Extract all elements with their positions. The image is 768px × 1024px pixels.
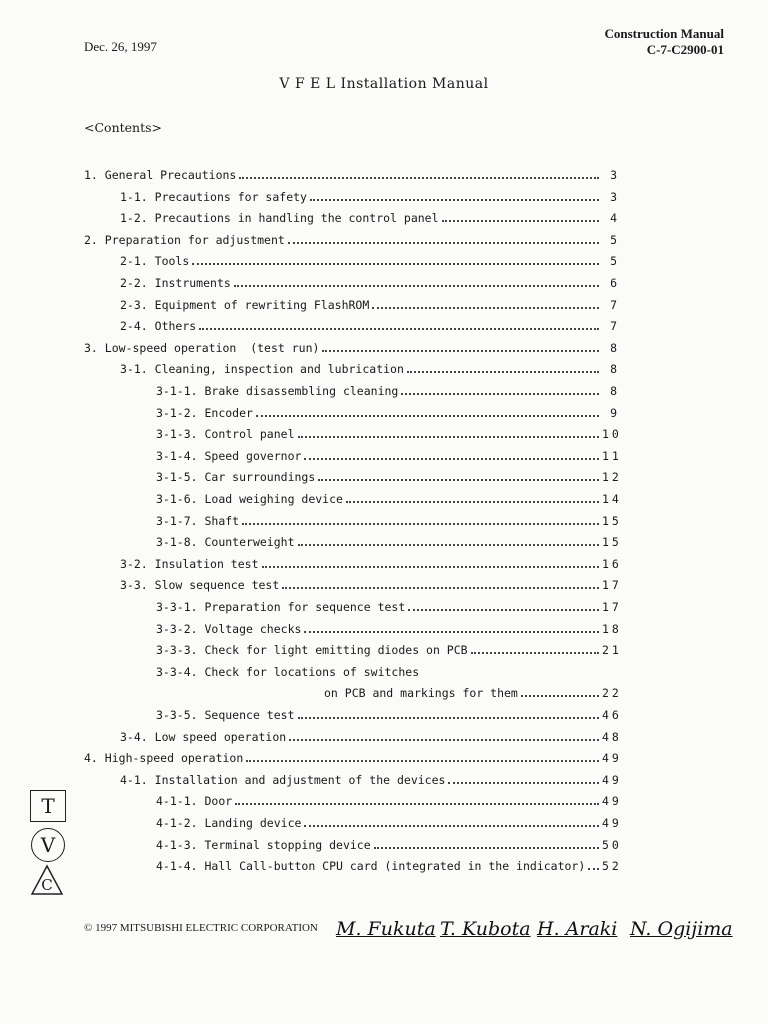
toc-entry <box>84 745 620 765</box>
toc-entry-label: Car surroundings <box>204 470 316 485</box>
copyright-notice: © 1997 MITSUBISHI ELECTRIC CORPORATION <box>84 922 318 934</box>
toc-entry-number: 3-3-4. <box>156 664 198 679</box>
toc-page-number: 49 <box>602 794 622 809</box>
toc-dot-leader <box>235 803 599 805</box>
toc-page-number: 6 <box>610 276 620 290</box>
toc-dot-leader <box>246 760 599 762</box>
toc-entry <box>84 680 620 700</box>
toc-page-number: 7 <box>610 319 620 334</box>
toc-entry <box>84 702 620 722</box>
toc-entry-label: Control panel <box>204 427 295 442</box>
toc-entry-title <box>120 557 259 571</box>
toc-entry-title <box>156 449 301 463</box>
toc-dot-leader <box>372 307 599 309</box>
toc-entry-title <box>120 211 439 225</box>
toc-entry-title <box>156 492 343 506</box>
toc-dot-leader <box>304 825 599 827</box>
toc-entry-number: 2-4. <box>120 319 148 334</box>
toc-entry-number: 3-1-2. <box>156 405 198 420</box>
toc-entry <box>84 313 620 333</box>
contents-heading: <Contents> <box>84 120 162 135</box>
toc-page-number: 14 <box>602 492 622 506</box>
toc-dot-leader <box>289 739 599 741</box>
toc-entry-number: 3-1. <box>120 362 148 377</box>
toc-dot-leader <box>256 415 599 417</box>
toc-entry <box>84 508 620 528</box>
stamp-c-letter: C <box>41 876 53 894</box>
toc-entry <box>84 551 620 571</box>
toc-dot-leader <box>239 177 599 179</box>
toc-page-number: 17 <box>602 600 622 614</box>
toc-page-number: 18 <box>602 621 622 636</box>
toc-page-number: 16 <box>602 556 622 571</box>
toc-entry-number: 2-1. <box>120 254 148 269</box>
toc-entry-title <box>156 427 295 441</box>
toc-entry-number: 4. <box>84 751 98 766</box>
toc-entry-title <box>120 298 369 312</box>
toc-entry-number: 3-3-2. <box>156 621 198 636</box>
toc-page-number: 48 <box>602 729 622 744</box>
toc-entry <box>84 162 620 182</box>
toc-entry-number: 3-1-7. <box>156 513 198 528</box>
toc-entry-title <box>120 578 279 592</box>
toc-entry <box>84 832 620 852</box>
toc-entry-label: Check for light emitting diodes on PCB <box>204 643 468 658</box>
toc-entry-title <box>120 190 307 204</box>
toc-entry-label: Slow sequence test <box>154 578 280 593</box>
toc-entry <box>84 616 620 636</box>
toc-entry-number: 4-1-1. <box>156 794 198 809</box>
toc-dot-leader <box>282 587 599 589</box>
toc-entry-title <box>156 643 468 657</box>
toc-page-number: 49 <box>602 772 622 787</box>
toc-entry <box>84 184 620 204</box>
toc-entry-label: Voltage checks <box>204 621 302 636</box>
toc-entry-label: Low speed operation <box>154 729 287 744</box>
document-date: Dec. 26, 1997 <box>84 39 157 54</box>
toc-page-number: 21 <box>602 643 622 658</box>
toc-entry-label: Check for locations of switches <box>204 664 420 679</box>
toc-entry-number: 3-3-5. <box>156 708 198 722</box>
toc-entry <box>84 572 620 592</box>
toc-entry-label: Preparation for adjustment <box>104 232 285 247</box>
toc-page-number: 22 <box>602 686 622 701</box>
toc-page-number: 4 <box>610 211 620 226</box>
toc-page-number: 17 <box>602 578 622 593</box>
toc-entry-title <box>156 708 295 722</box>
toc-page-number: 10 <box>602 427 622 442</box>
toc-page-number: 11 <box>602 448 622 463</box>
toc-dot-leader <box>310 199 599 201</box>
toc-entry-label: Shaft <box>204 513 240 528</box>
toc-entry-title <box>156 600 405 614</box>
toc-page-number: 49 <box>602 751 622 766</box>
toc-entry-number: 2. <box>84 232 98 247</box>
page-title: V F E L Installation Manual <box>279 76 489 92</box>
toc-entry <box>84 464 620 484</box>
toc-entry-number: 3-1-8. <box>156 535 198 550</box>
toc-page-number: 8 <box>610 384 620 398</box>
toc-dot-leader <box>288 242 599 244</box>
toc-dot-leader <box>448 782 599 784</box>
toc-entry <box>84 248 620 268</box>
toc-entry-number: 3-2. <box>120 556 148 571</box>
toc-dot-leader <box>408 609 599 611</box>
toc-entry-label: Brake disassembling cleaning <box>204 384 399 398</box>
toc-page-number: 12 <box>602 470 622 485</box>
toc-entry-title <box>156 406 253 420</box>
toc-page-number: 7 <box>610 297 620 312</box>
toc-entry-number: 3. <box>84 340 98 355</box>
toc-entry <box>84 421 620 441</box>
toc-dot-leader <box>298 717 600 719</box>
toc-entry-number: 3-1-6. <box>156 492 198 506</box>
toc-entry-number: 3-4. <box>120 729 148 744</box>
stamp-v-circle: V <box>31 828 65 862</box>
toc-entry-label: Terminal stopping device <box>204 837 371 852</box>
toc-entry-number: 1-1. <box>120 189 148 204</box>
toc-dot-leader <box>304 458 599 460</box>
toc-entry-label: Encoder <box>204 405 253 420</box>
toc-dot-leader <box>374 847 599 849</box>
toc-entry-number: 3-3-3. <box>156 643 198 658</box>
toc-entry-title <box>120 319 196 333</box>
toc-entry-label: Instruments <box>154 276 231 290</box>
toc-dot-leader <box>199 328 599 330</box>
toc-entry <box>84 637 620 657</box>
toc-entry-title <box>120 362 404 376</box>
toc-dot-leader <box>298 436 600 438</box>
toc-dot-leader <box>242 523 599 525</box>
toc-entry-label: Load weighing device <box>204 492 343 506</box>
toc-entry <box>84 810 620 830</box>
toc-entry <box>84 529 620 549</box>
toc-entry-label: Installation and adjustment of the devices <box>154 772 446 787</box>
stamp-c-triangle <box>30 864 64 896</box>
toc-entry-title <box>120 773 445 787</box>
toc-entry-title <box>120 276 231 290</box>
toc-dot-leader <box>442 220 599 222</box>
toc-dot-leader <box>407 371 599 373</box>
toc-entry-label: Cleaning, inspection and lubrication <box>154 362 404 377</box>
toc-page-number: 8 <box>610 340 620 355</box>
toc-entry-title <box>84 751 243 765</box>
toc-page-number: 5 <box>610 232 620 247</box>
toc-entry-number: 2-3. <box>120 297 148 312</box>
toc-entry-label: Others <box>154 319 197 334</box>
toc-entry-title <box>156 816 301 830</box>
toc-entry-number: 4-1. <box>120 772 148 787</box>
toc-entry <box>84 486 620 506</box>
toc-entry <box>84 205 620 225</box>
triangle-stamp-icon <box>30 864 64 896</box>
toc-entry <box>84 853 620 873</box>
signature-2: T. Kubota <box>440 918 531 940</box>
toc-entry-title <box>156 838 371 852</box>
toc-dot-leader <box>322 350 599 352</box>
toc-entry-label: Speed governor <box>204 448 302 463</box>
toc-entry <box>84 594 620 614</box>
toc-dot-leader <box>234 285 599 287</box>
toc-page-number: 15 <box>602 513 622 528</box>
toc-entry-title <box>120 254 189 268</box>
toc-entry-label: Equipment of rewriting FlashROM <box>154 297 370 312</box>
toc-entry-title <box>156 794 232 808</box>
toc-dot-leader <box>304 631 599 633</box>
toc-entry-title <box>156 535 295 549</box>
toc-entry <box>84 378 620 398</box>
toc-dot-leader <box>401 393 599 395</box>
toc-entry-title <box>156 514 239 528</box>
toc-dot-leader <box>346 501 599 503</box>
toc-entry <box>84 335 620 355</box>
document-header <box>604 26 724 58</box>
toc-entry-label: High-speed operation <box>104 751 244 766</box>
toc-dot-leader <box>192 263 599 265</box>
toc-dot-leader <box>318 479 599 481</box>
toc-entry <box>84 724 620 744</box>
toc-entry-number: 4-1-2. <box>156 816 198 830</box>
toc-entry-title <box>156 622 301 636</box>
document-number: C-7-C2900-01 <box>646 42 724 57</box>
signature-3: H. Araki <box>537 918 618 940</box>
toc-entry-number: 4-1-3. <box>156 837 198 852</box>
toc-entry-number: 3-1-1. <box>156 384 198 398</box>
toc-entry-label: Insulation test <box>154 556 259 571</box>
toc-page-number: 3 <box>610 189 620 204</box>
toc-dot-leader <box>588 868 599 870</box>
toc-entry-label: Hall Call-button CPU card (integrated in the indicator) <box>204 859 586 874</box>
document-type: Construction Manual <box>604 26 724 41</box>
toc-entry <box>84 767 620 787</box>
toc-entry-label: Counterweight <box>204 535 295 550</box>
toc-entry-number: 3-1-5. <box>156 470 198 485</box>
toc-entry <box>84 270 620 290</box>
toc-dot-leader <box>262 566 600 568</box>
signature-4: N. Ogijima <box>630 918 733 940</box>
toc-entry-title <box>156 665 419 679</box>
toc-page-number: 15 <box>602 535 622 550</box>
toc-dot-leader <box>298 544 600 546</box>
toc-entry-title <box>324 686 518 700</box>
toc-entry <box>84 356 620 376</box>
toc-entry-label: Low-speed operation (test run) <box>104 340 320 355</box>
toc-entry-number: 3-1-4. <box>156 448 198 463</box>
toc-entry-title <box>156 470 315 484</box>
toc-entry-label: Precautions for safety <box>154 189 307 204</box>
toc-dot-leader <box>521 695 599 697</box>
toc-entry <box>84 400 620 420</box>
toc-entry-label: Landing device <box>204 816 302 830</box>
toc-entry-title <box>120 730 286 744</box>
toc-page-number: 9 <box>610 405 620 420</box>
toc-entry-number: 3-1-3. <box>156 427 198 442</box>
toc-entry <box>84 659 620 679</box>
toc-entry-number: 3-3. <box>120 578 148 593</box>
toc-entry <box>84 788 620 808</box>
toc-entry <box>84 227 620 247</box>
signature-1: M. Fukuta <box>336 918 436 940</box>
toc-page-number: 50 <box>602 837 622 852</box>
toc-page-number: 46 <box>602 708 622 722</box>
toc-entry-number: 4-1-4. <box>156 859 198 874</box>
toc-entry-label: Precautions in handling the control panel <box>154 211 439 226</box>
toc-page-number: 49 <box>602 816 622 830</box>
toc-entry-label: on PCB and markings for them <box>324 686 518 701</box>
toc-entry-number: 1. <box>84 168 98 182</box>
toc-page-number: 8 <box>610 362 620 377</box>
toc-entry-title <box>156 384 398 398</box>
toc-entry-number: 1-2. <box>120 211 148 226</box>
toc-page-number: 5 <box>610 254 620 269</box>
toc-dot-leader <box>471 652 599 654</box>
toc-entry-number: 3-3-1. <box>156 600 198 614</box>
toc-entry-title <box>84 168 236 182</box>
toc-entry <box>84 443 620 463</box>
toc-entry-label: Tools <box>154 254 190 269</box>
toc-entry-label: Door <box>204 794 233 809</box>
toc-entry-label: Sequence test <box>204 708 295 722</box>
stamp-t-box: T <box>30 790 66 822</box>
toc-entry-label: Preparation for sequence test <box>204 600 406 614</box>
toc-entry-title <box>156 859 585 873</box>
toc-entry-title <box>84 341 319 355</box>
toc-page-number: 52 <box>602 859 622 874</box>
toc-entry-label: General Precautions <box>104 168 237 182</box>
toc-entry-number: 2-2. <box>120 276 148 290</box>
toc-page-number: 3 <box>610 168 620 182</box>
toc-entry <box>84 292 620 312</box>
toc-entry-title <box>84 233 285 247</box>
